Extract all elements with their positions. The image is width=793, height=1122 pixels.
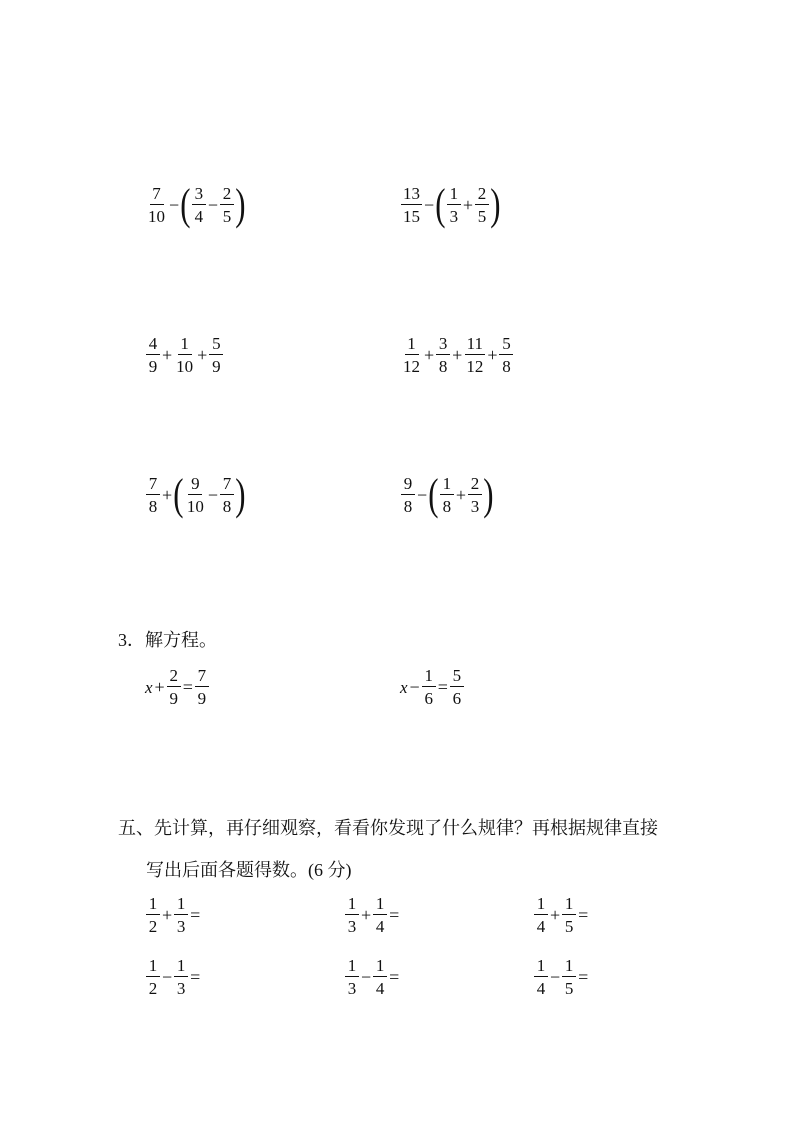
section-3-title: 3．解方程。	[118, 630, 217, 650]
numerator: 1	[422, 667, 436, 687]
denominator: 5	[564, 979, 574, 998]
numerator: 5	[450, 667, 464, 687]
denominator: 4	[375, 917, 385, 936]
fraction	[422, 667, 436, 707]
sum-task-2	[344, 888, 400, 942]
denominator: 2	[148, 917, 158, 936]
denominator: 8	[148, 497, 158, 516]
denominator: 4	[536, 917, 546, 936]
expression-r1-left	[145, 178, 246, 232]
operator: +	[455, 485, 466, 505]
numerator: 1	[174, 957, 188, 977]
diff-task-3	[533, 950, 589, 1004]
denominator: 4	[375, 979, 385, 998]
operator: −	[169, 195, 180, 215]
fraction	[146, 335, 160, 375]
fraction	[450, 667, 464, 707]
fraction	[534, 895, 548, 935]
sum-task-1	[145, 888, 201, 942]
fraction	[534, 957, 548, 997]
equals-sign: =	[578, 905, 589, 925]
numerator: 7	[195, 667, 209, 687]
denominator: 9	[169, 689, 178, 708]
denominator: 3	[176, 979, 186, 998]
denominator: 5	[222, 207, 232, 226]
fraction	[146, 957, 160, 997]
denominator: 9	[212, 357, 221, 376]
numerator: 3	[192, 185, 206, 205]
variable: x	[400, 677, 408, 697]
fraction	[475, 185, 489, 225]
denominator: 10	[148, 207, 165, 226]
fraction	[209, 335, 223, 375]
fraction	[174, 335, 195, 375]
section-5-instruction-line-2: 写出后面各题得数。(6 分)	[146, 860, 352, 880]
numerator: 3	[436, 335, 450, 355]
fraction	[220, 185, 234, 225]
expression-r2-right	[400, 328, 514, 382]
fraction	[373, 957, 387, 997]
denominator: 3	[449, 207, 459, 226]
operator: −	[361, 967, 372, 987]
numerator: 1	[146, 895, 160, 915]
numerator: 1	[534, 957, 548, 977]
equals-sign: =	[578, 967, 589, 987]
numerator: 1	[345, 957, 359, 977]
sum-task-3	[533, 888, 589, 942]
operator: +	[162, 905, 173, 925]
denominator: 8	[222, 497, 232, 516]
denominator: 6	[424, 689, 433, 708]
fraction	[146, 185, 167, 225]
numerator: 1	[178, 335, 192, 355]
operator: −	[550, 967, 561, 987]
fraction	[220, 475, 234, 515]
numerator: 9	[188, 475, 202, 495]
numerator: 7	[150, 185, 164, 205]
denominator: 12	[466, 357, 484, 376]
equation-2	[400, 660, 465, 714]
equals-sign: =	[190, 967, 201, 987]
expression-r1-right	[400, 178, 501, 232]
fraction	[401, 185, 422, 225]
left-paren: (	[435, 180, 446, 229]
numerator: 1	[534, 895, 548, 915]
operator: +	[462, 195, 473, 215]
denominator: 8	[442, 497, 452, 516]
fraction	[195, 667, 209, 707]
operator: −	[207, 485, 218, 505]
left-paren: (	[173, 470, 184, 519]
equals-sign: =	[389, 967, 400, 987]
fraction	[192, 185, 206, 225]
fraction	[440, 475, 454, 515]
operator: −	[409, 677, 420, 697]
fraction	[499, 335, 513, 375]
fraction	[373, 895, 387, 935]
equals-sign: =	[190, 905, 201, 925]
fraction	[401, 475, 415, 515]
numerator: 2	[475, 185, 489, 205]
numerator: 13	[403, 184, 420, 203]
fraction	[562, 895, 576, 935]
operator: +	[361, 905, 372, 925]
equals-sign: =	[437, 677, 448, 697]
numerator: 1	[146, 957, 160, 977]
fraction	[464, 335, 485, 375]
numerator: 5	[499, 335, 513, 355]
variable: x	[145, 677, 153, 697]
fraction	[146, 475, 160, 515]
numerator: 1	[373, 957, 387, 977]
denominator: 9	[197, 689, 207, 708]
fraction	[146, 895, 160, 935]
numerator: 11	[466, 334, 483, 353]
fraction	[562, 957, 576, 997]
diff-task-1	[145, 950, 201, 1004]
denominator: 3	[347, 979, 357, 998]
denominator: 10	[186, 497, 204, 516]
operator: −	[162, 967, 173, 987]
denominator: 5	[477, 207, 487, 226]
denominator: 5	[564, 917, 574, 936]
numerator: 1	[174, 895, 188, 915]
fraction	[401, 335, 422, 375]
right-paren: )	[490, 180, 501, 229]
expression-r3-left	[145, 468, 246, 522]
expression-r2-left	[145, 328, 224, 382]
numerator: 1	[447, 185, 461, 205]
denominator: 4	[536, 979, 546, 998]
left-paren: (	[180, 180, 191, 229]
denominator: 3	[470, 497, 480, 516]
numerator: 1	[345, 895, 359, 915]
equals-sign: =	[389, 905, 400, 925]
section-5-instruction-line-1: 五、先计算，再仔细观察，看看你发现了什么规律？再根据规律直接	[118, 818, 658, 838]
numerator: 1	[373, 895, 387, 915]
numerator: 4	[146, 335, 160, 355]
fraction	[345, 895, 359, 935]
numerator: 2	[220, 185, 234, 205]
numerator: 9	[401, 475, 415, 495]
fraction	[447, 185, 461, 225]
numerator: 7	[220, 475, 234, 495]
operator: −	[207, 195, 218, 215]
operator: +	[424, 345, 435, 365]
operator: −	[424, 195, 435, 215]
numerator: 2	[468, 475, 482, 495]
equals-sign: =	[182, 677, 193, 697]
diff-task-2	[344, 950, 400, 1004]
denominator: 8	[403, 497, 413, 516]
fraction	[167, 667, 181, 707]
denominator: 10	[176, 357, 194, 376]
numerator: 1	[562, 957, 576, 977]
fraction	[345, 957, 359, 997]
denominator: 2	[148, 979, 158, 998]
numerator: 1	[405, 335, 419, 355]
fraction	[185, 475, 206, 515]
operator: −	[417, 485, 428, 505]
right-paren: )	[235, 470, 246, 519]
denominator: 3	[176, 917, 186, 936]
numerator: 1	[562, 895, 576, 915]
operator: +	[550, 905, 561, 925]
left-paren: (	[428, 470, 439, 519]
denominator: 12	[403, 357, 420, 376]
fraction	[436, 335, 450, 375]
denominator: 4	[194, 207, 204, 226]
operator: +	[452, 345, 463, 365]
fraction	[174, 957, 188, 997]
fraction	[468, 475, 482, 515]
denominator: 9	[148, 357, 158, 376]
operator: +	[487, 345, 498, 365]
denominator: 15	[403, 207, 420, 226]
right-paren: )	[235, 180, 246, 229]
operator: +	[154, 677, 165, 697]
numerator: 2	[167, 667, 181, 687]
denominator: 8	[502, 357, 511, 376]
numerator: 7	[146, 475, 160, 495]
denominator: 3	[347, 917, 357, 936]
numerator: 5	[209, 335, 223, 355]
denominator: 8	[438, 357, 448, 376]
equation-1	[145, 660, 210, 714]
operator: +	[162, 485, 173, 505]
right-paren: )	[483, 470, 494, 519]
expression-r3-right	[400, 468, 494, 522]
denominator: 6	[452, 689, 462, 708]
operator: +	[162, 345, 173, 365]
operator: +	[197, 345, 208, 365]
fraction	[174, 895, 188, 935]
numerator: 1	[440, 475, 454, 495]
